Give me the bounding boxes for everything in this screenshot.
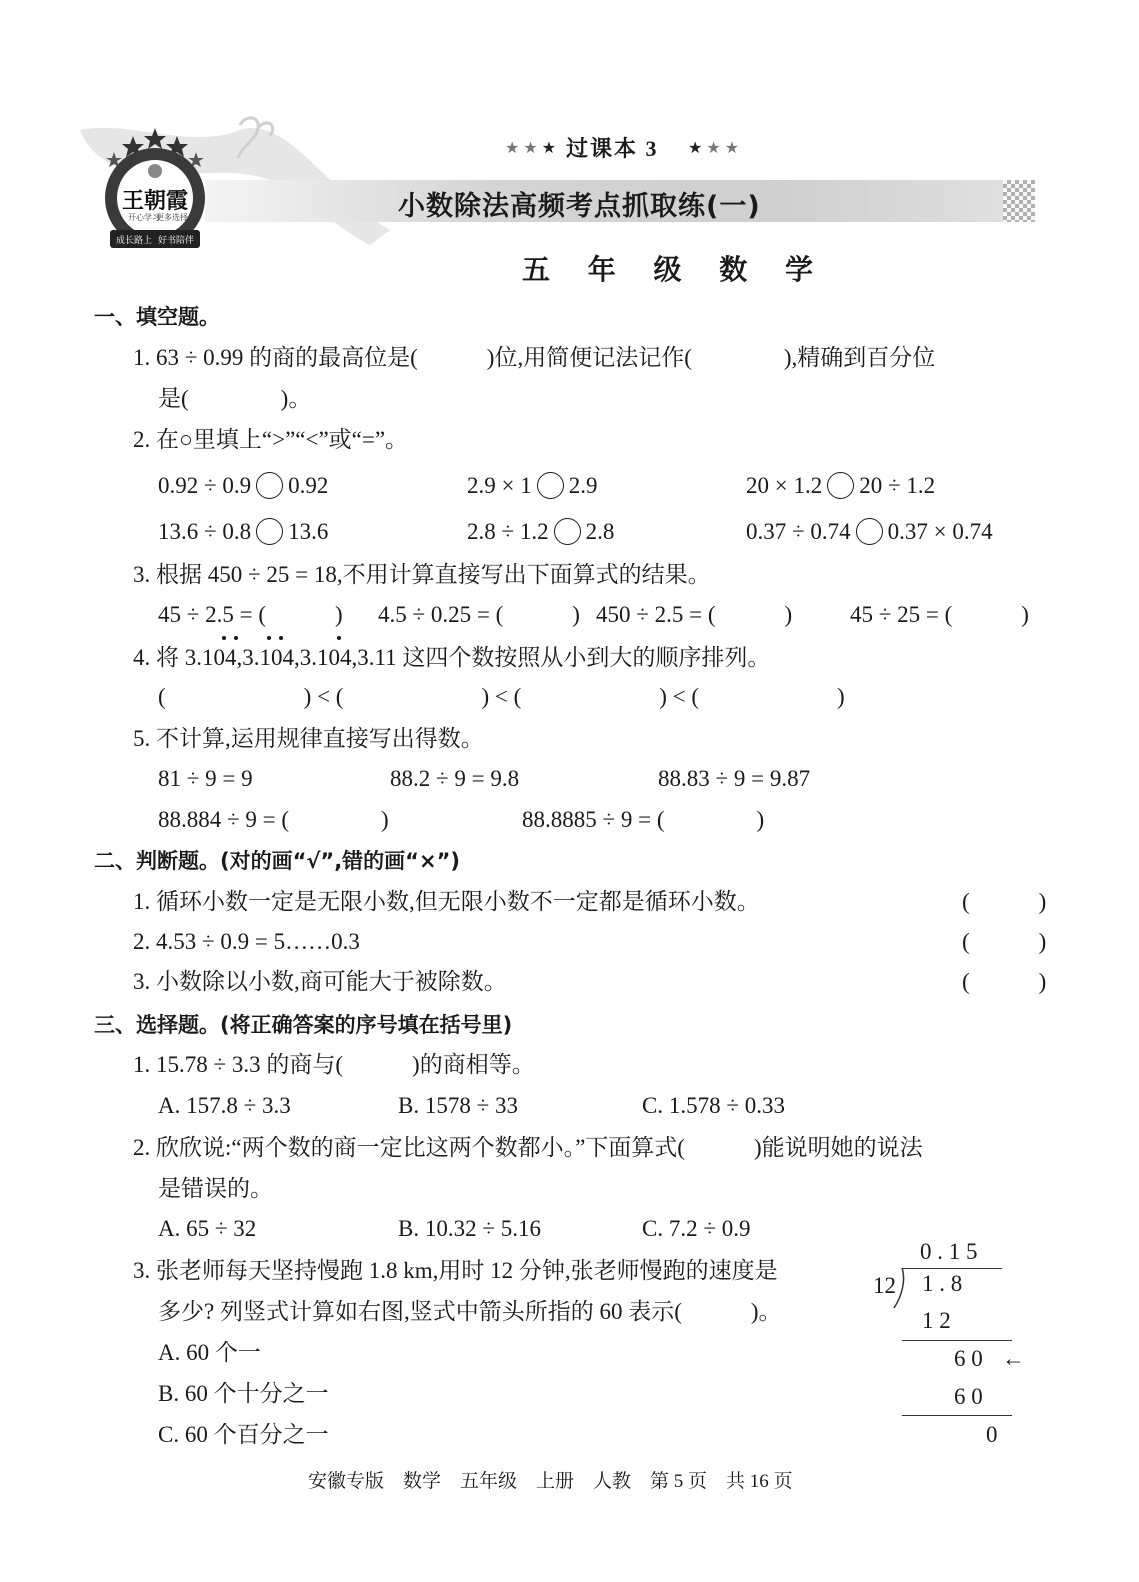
series-label: 过课本 3 bbox=[566, 136, 659, 161]
logo-badge bbox=[100, 126, 210, 256]
recurring-number-1: 3.104 bbox=[185, 643, 237, 673]
choice-q3-line2: 多少? 列竖式计算如右图,竖式中箭头所指的 60 表示( )。 bbox=[158, 1299, 782, 1324]
title-bar-pattern bbox=[1003, 180, 1035, 222]
choice-q3-line1: 3. 张老师每天坚持慢跑 1.8 km,用时 12 分钟,张老师慢跑的速度是 bbox=[133, 1258, 778, 1283]
recur-dot bbox=[337, 636, 341, 640]
q1-1-line1: 1. 63 ÷ 0.99 的商的最高位是( )位,用简便记法记作( ),精确到百分位 bbox=[133, 345, 936, 370]
division-remainder: 0 bbox=[986, 1422, 998, 1447]
division-rule-1 bbox=[902, 1340, 1012, 1341]
division-step1: 1 2 bbox=[922, 1308, 951, 1333]
q1-5-given: 81 ÷ 9 = 9 bbox=[158, 766, 253, 791]
logo-slogan-2: 更多选择 bbox=[156, 213, 188, 222]
compare-circle[interactable] bbox=[554, 518, 581, 545]
division-rule-2 bbox=[902, 1415, 1012, 1416]
recur-dot bbox=[267, 636, 271, 640]
compare-circle[interactable] bbox=[856, 518, 883, 545]
choice-option: A. 157.8 ÷ 3.3 bbox=[158, 1093, 291, 1118]
page-title: 小数除法高频考点抓取练(一) bbox=[398, 191, 761, 222]
choice-q1-stem: 1. 15.78 ÷ 3.3 的商与( )的商相等。 bbox=[133, 1052, 535, 1077]
judge-item: 3. 小数除以小数,商可能大于被除数。 bbox=[133, 969, 507, 994]
q1-5-given: 88.83 ÷ 9 = 9.87 bbox=[658, 766, 811, 791]
q1-5-given: 88.2 ÷ 9 = 9.8 bbox=[390, 766, 520, 791]
q1-3-item: 450 ÷ 2.5 = ( ) bbox=[596, 602, 793, 627]
section-2-heading: 二、判断题。(对的画“√”,错的画“×”) bbox=[94, 849, 460, 873]
recurring-number-3: 3.104 bbox=[300, 643, 352, 673]
judge-bracket[interactable]: ( ) bbox=[962, 889, 1047, 914]
recur-dot bbox=[222, 636, 226, 640]
compare-item: 0.37 ÷ 0.74 0.37 × 0.74 bbox=[746, 519, 993, 544]
compare-circle[interactable] bbox=[256, 518, 283, 545]
division-step3: 6 0 bbox=[954, 1384, 983, 1409]
choice-option: C. 7.2 ÷ 0.9 bbox=[642, 1216, 751, 1241]
compare-circle[interactable] bbox=[537, 472, 564, 499]
q1-3-item: 4.5 ÷ 0.25 = ( ) bbox=[378, 602, 580, 627]
page-footer: 安徽专版 数学 五年级 上册 人教 第 5 页 共 16 页 bbox=[308, 1471, 793, 1492]
choice-q2-line1: 2. 欣欣说:“两个数的商一定比这两个数都小。”下面算式( )能说明她的说法 bbox=[133, 1135, 923, 1160]
recurring-number-2: 3.104 bbox=[242, 643, 294, 673]
division-step2: 6 0 bbox=[954, 1346, 983, 1371]
q1-5-ask: 88.8885 ÷ 9 = ( ) bbox=[522, 807, 765, 832]
compare-item: 2.9 × 1 2.9 bbox=[467, 473, 598, 498]
q1-3-item: 45 ÷ 2.5 = ( ) bbox=[158, 602, 343, 627]
judge-item: 2. 4.53 ÷ 0.9 = 5……0.3 bbox=[133, 929, 360, 954]
compare-circle[interactable] bbox=[256, 472, 283, 499]
q1-4-blanks: ( ) < ( ) < ( ) < ( ) bbox=[158, 684, 845, 709]
choice-option: B. 1578 ÷ 33 bbox=[398, 1093, 518, 1118]
recur-dot bbox=[234, 636, 238, 640]
choice-option: A. 60 个一 bbox=[158, 1340, 261, 1365]
logo-slogan-3: 成长路上 bbox=[116, 236, 153, 246]
section-1-heading: 一、填空题。 bbox=[94, 305, 220, 329]
choice-option: B. 60 个十分之一 bbox=[158, 1381, 329, 1406]
logo-slogan-4: 好书陪伴 bbox=[158, 236, 195, 246]
logo-slogan-1: 开心学习 bbox=[128, 213, 160, 222]
division-dividend: 1 . 8 bbox=[922, 1271, 963, 1296]
recur-dot bbox=[279, 636, 283, 640]
compare-item: 13.6 ÷ 0.8 13.6 bbox=[158, 519, 329, 544]
judge-bracket[interactable]: ( ) bbox=[962, 969, 1047, 994]
judge-bracket[interactable]: ( ) bbox=[962, 929, 1047, 954]
q1-1-line2: 是( )。 bbox=[158, 386, 312, 411]
division-quotient: 0 . 1 5 bbox=[920, 1239, 978, 1264]
choice-option: A. 65 ÷ 32 bbox=[158, 1216, 257, 1241]
compare-circle[interactable] bbox=[827, 472, 854, 499]
compare-item: 2.8 ÷ 1.2 2.8 bbox=[467, 519, 615, 544]
series-stars-left: ★★★ bbox=[505, 140, 561, 157]
compare-item: 0.92 ÷ 0.9 0.92 bbox=[158, 473, 329, 498]
q1-3-item: 45 ÷ 25 = ( ) bbox=[850, 602, 1029, 627]
division-divisor: 12 bbox=[873, 1273, 896, 1298]
series-stars-right: ★★★ bbox=[688, 140, 744, 157]
subject-title: 五 年 级 数 学 bbox=[522, 253, 827, 286]
q1-3-stem: 3. 根据 450 ÷ 25 = 18,不用计算直接写出下面算式的结果。 bbox=[133, 562, 711, 587]
q1-2-stem: 2. 在○里填上“>”“<”或“=”。 bbox=[133, 427, 409, 452]
logo-name: 王朝霞 bbox=[122, 188, 189, 214]
compare-item: 20 × 1.2 20 ÷ 1.2 bbox=[746, 473, 936, 498]
judge-item: 1. 循环小数一定是无限小数,但无限小数不一定都是循环小数。 bbox=[133, 889, 760, 914]
choice-q2-line2: 是错误的。 bbox=[158, 1176, 273, 1201]
choice-option: C. 1.578 ÷ 0.33 bbox=[642, 1093, 785, 1118]
q1-4-stem: 4. 将 3.104 ,3.104 ,3.104 ,3.11 这四个数按照从小到大的顺序排列。 bbox=[133, 643, 770, 673]
section-3-heading: 三、选择题。(将正确答案的序号填在括号里) bbox=[94, 1013, 513, 1037]
q1-5-stem: 5. 不计算,运用规律直接写出得数。 bbox=[133, 726, 484, 751]
choice-option: C. 60 个百分之一 bbox=[158, 1422, 329, 1447]
choice-option: B. 10.32 ÷ 5.16 bbox=[398, 1216, 541, 1241]
division-arrow: ← bbox=[1002, 1346, 1025, 1371]
q1-5-ask: 88.884 ÷ 9 = ( ) bbox=[158, 807, 389, 832]
